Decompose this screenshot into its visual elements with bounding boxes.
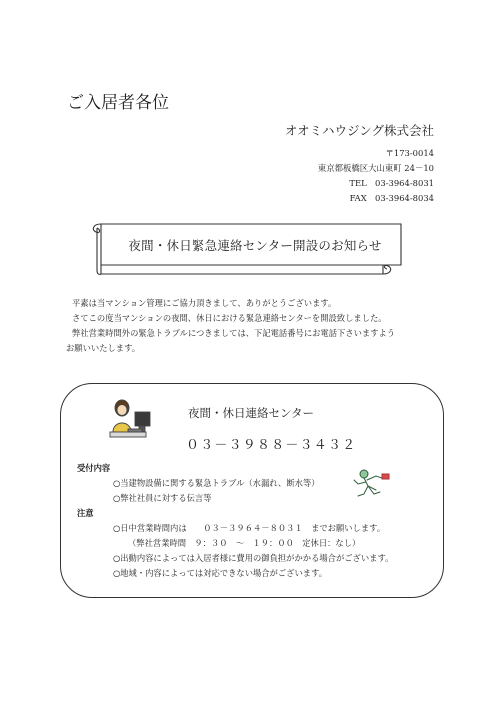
center-phone: ０３－３９８８－３４３２ bbox=[186, 438, 357, 453]
postal-code: 〒173-0014 bbox=[385, 148, 434, 158]
notice-banner bbox=[83, 218, 405, 278]
body-line: 平素は当マンション管理にご協力頂きまして、ありがとうございます。 bbox=[72, 298, 337, 308]
body-line: さてこの度当マンションの夜間、休日における緊急連絡センターを開設致しました。 bbox=[72, 313, 387, 323]
company-name: オオミハウジング株式会社 bbox=[284, 123, 434, 138]
reception-item: ○当建物設備に関する緊急トラブル（水漏れ、断水等） bbox=[113, 478, 320, 488]
running-staff-illustration bbox=[350, 466, 392, 500]
reception-heading: 受付内容 bbox=[77, 463, 111, 473]
operator-illustration bbox=[108, 398, 156, 444]
business-hours-note: （弊社営業時間 ９：３０ ～ １９：００ 定休日：なし） bbox=[128, 538, 361, 548]
notice-body bbox=[66, 296, 432, 356]
tel-number: TEL 03-3964-8031 bbox=[349, 178, 434, 188]
fax-number: FAX 03-3964-8034 bbox=[349, 193, 434, 203]
street-address: 東京都板橋区大山東町 24－10 bbox=[317, 163, 434, 173]
notes-heading: 注意 bbox=[77, 508, 94, 518]
banner-title: 夜間・休日緊急連絡センター開設のお知らせ bbox=[128, 238, 382, 253]
note-item: ○地域・内容によっては対応できない場合がございます。 bbox=[113, 568, 327, 578]
note-item: ○出動内容によっては入居者様に費用の御負担がかかる場合がございます。 bbox=[113, 553, 394, 563]
body-line: お願いいたします。 bbox=[66, 343, 141, 353]
center-name: 夜間・休日連絡センター bbox=[188, 406, 315, 420]
recipient-heading: ご入居者各位 bbox=[67, 93, 169, 113]
body-line: 弊社営業時間外の緊急トラブルにつきましては、下記電話番号にお電話下さいますよう bbox=[72, 328, 396, 338]
note-item: ○日中営業時間内は ０３－３９６４－８０３１ までお願いします。 bbox=[113, 523, 386, 533]
reception-item: ○弊社社員に対する伝言等 bbox=[113, 493, 212, 503]
